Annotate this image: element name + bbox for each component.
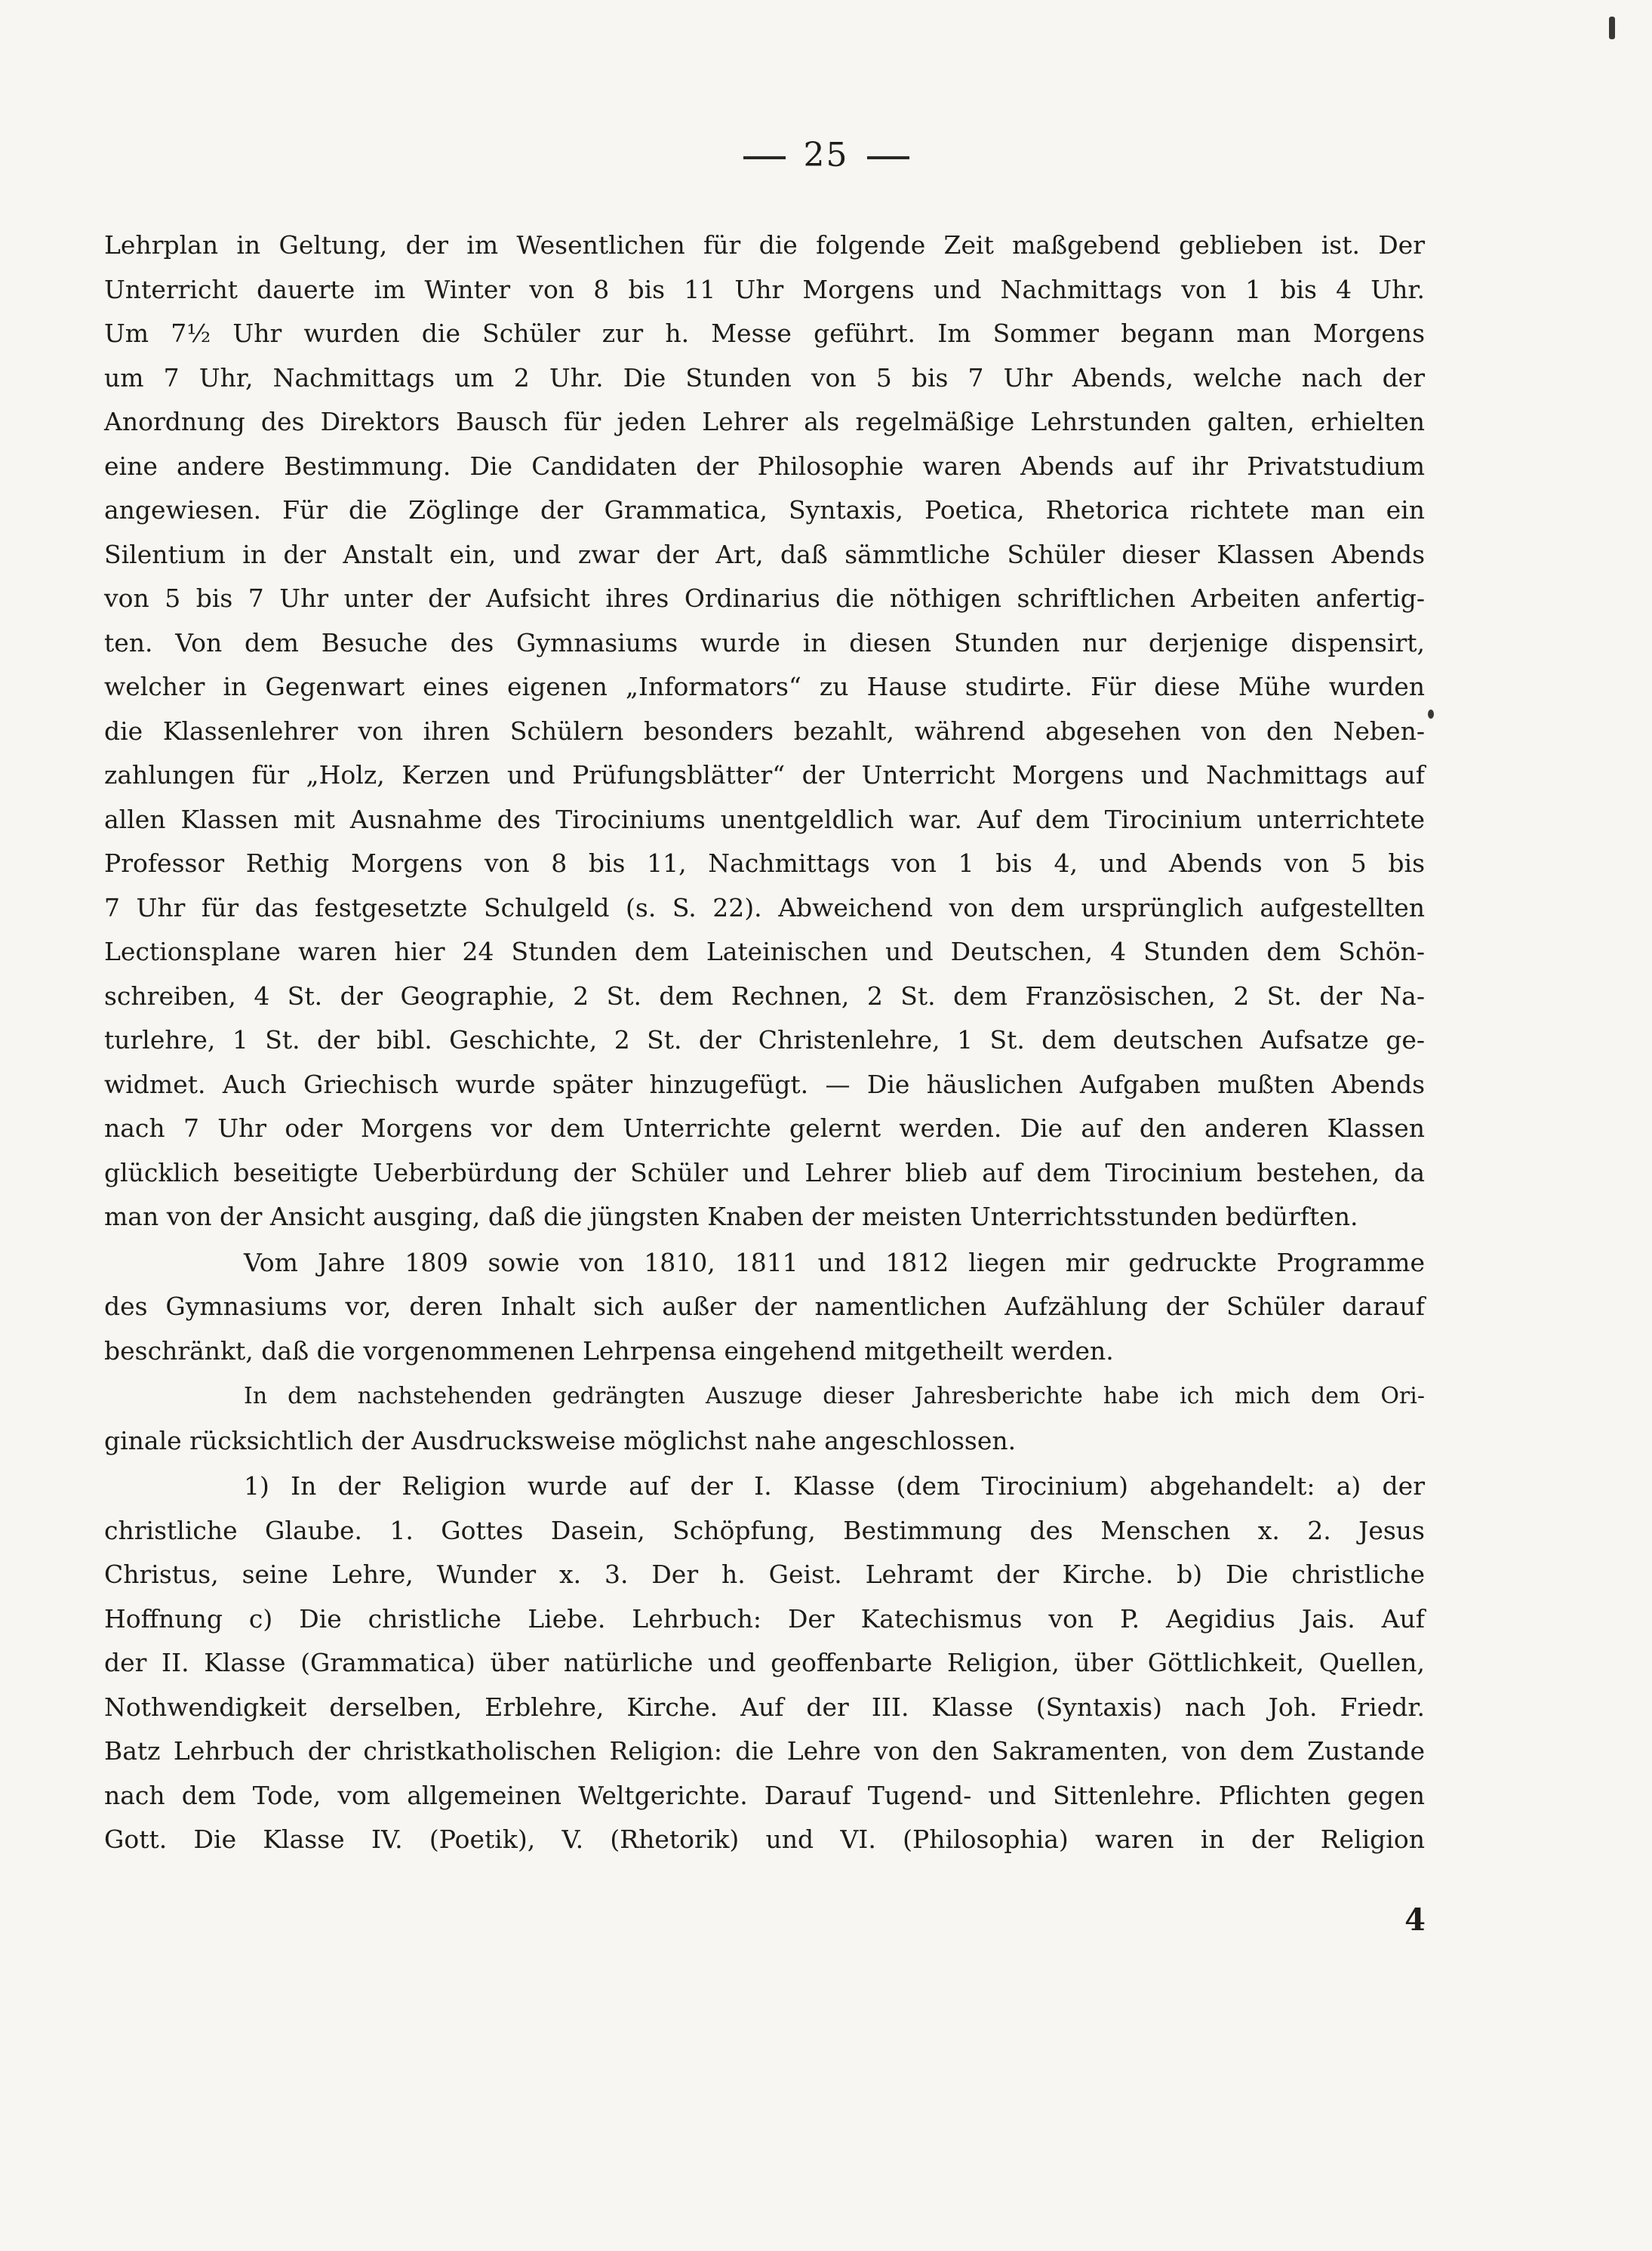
text-line-32: Hoffnung c) Die christliche Liebe. Lehrbuch: Der Katechismus von P. Aegidius Jais. Auf <box>104 1603 1425 1634</box>
text-line-31: Christus, seine Lehre, Wunder x. 3. Der h. Geist. Lehramt der Kirche. b) Die christliche <box>104 1560 1425 1589</box>
text-line-27: In dem nachstehenden gedrängten Auszuge dieser Jahresberichte habe ich mich dem Ori- <box>244 1383 1425 1409</box>
text-line-10: ten. Von dem Besuche des Gymnasiums wurde in diesen Stunden nur derjenige dispensirt, <box>104 627 1425 657</box>
text-line-2: Unterricht dauerte im Winter von 8 bis 11 Uhr Morgens und Nachmittags von 1 bis 4 Uhr. <box>104 274 1425 304</box>
text-line-34: Nothwendigkeit derselben, Erblehre, Kirche. Auf der III. Klasse (Syntaxis) nach Joh. Friedr. <box>104 1692 1425 1722</box>
text-line-26: beschränkt, daß die vorgenommenen Lehrpensa eingehend mitgetheilt werden. <box>104 1335 1114 1366</box>
text-line-22: glücklich beseitigte Ueberbürdung der Schüler und Lehrer blieb auf dem Tirocinium bestehen, da <box>104 1157 1425 1187</box>
text-line-17: Lectionsplane waren hier 24 Stunden dem Lateinischen und Deutschen, 4 Stunden dem Schön- <box>104 937 1425 966</box>
text-line-23: man von der Ansicht ausging, daß die jüngsten Knaben der meisten Unterrichtsstunden bedürften. <box>104 1202 1358 1231</box>
text-line-25: des Gymnasiums vor, deren Inhalt sich außer der namentlichen Aufzählung der Schüler darauf <box>104 1292 1425 1321</box>
text-line-33: der II. Klasse (Grammatica) über natürliche und geoffenbarte Religion, über Göttlichkeit, Quellen, <box>104 1648 1425 1677</box>
text-line-35: Batz Lehrbuch der christkatholischen Religion: die Lehre von den Sakramenten, von dem Zustande <box>104 1736 1425 1766</box>
text-line-12: die Klassenlehrer von ihren Schülern besonders bezahlt, während abgesehen von den Neben- <box>104 716 1425 746</box>
text-line-4: um 7 Uhr, Nachmittags um 2 Uhr. Die Stunden von 5 bis 7 Uhr Abends, welche nach der <box>104 362 1425 393</box>
text-line-18: schreiben, 4 St. der Geographie, 2 St. dem Rechnen, 2 St. dem Französischen, 2 St. der Na- <box>104 981 1425 1011</box>
text-line-7: angewiesen. Für die Zöglinge der Grammatica, Syntaxis, Poetica, Rhetorica richtete man ein <box>104 495 1425 525</box>
text-line-37: Gott. Die Klasse IV. (Poetik), V. (Rhetorik) und VI. (Philosophia) waren in der Religion <box>104 1825 1425 1854</box>
signature-mark: 4 <box>1404 1902 1426 1938</box>
text-line-6: eine andere Bestimmung. Die Candidaten der Philosophie waren Abends auf ihr Privatstudium <box>104 451 1425 481</box>
page-number: 25 <box>803 136 849 174</box>
text-line-16: 7 Uhr für das festgesetzte Schulgeld (s. S. 22). Abweichend von dem ursprünglich aufgestellten <box>104 892 1425 922</box>
text-line-15: Professor Rethig Morgens von 8 bis 11, Nachmittags von 1 bis 4, und Abends von 5 bis <box>104 848 1425 878</box>
text-line-3: Um 7½ Uhr wurden die Schüler zur h. Messe geführt. Im Sommer begann man Morgens <box>104 319 1425 348</box>
ink-speck <box>1428 710 1434 719</box>
text-line-19: turlehre, 1 St. der bibl. Geschichte, 2 St. der Christenlehre, 1 St. dem deutschen Aufsatze ge- <box>104 1025 1425 1055</box>
running-head <box>0 136 1652 174</box>
body-text <box>104 223 1425 1862</box>
ink-speck <box>1609 17 1615 39</box>
text-line-13: zahlungen für „Holz, Kerzen und Prüfungsblätter“ der Unterricht Morgens und Nachmittags auf <box>104 760 1425 790</box>
text-line-5: Anordnung des Direktors Bausch für jeden Lehrer als regelmäßige Lehrstunden galten, erhielten <box>104 407 1425 436</box>
text-line-21: nach 7 Uhr oder Morgens vor dem Unterrichte gelernt werden. Die auf den anderen Klassen <box>104 1113 1425 1143</box>
text-line-20: widmet. Auch Griechisch wurde später hinzugefügt. — Die häuslichen Aufgaben mußten Abends <box>104 1069 1425 1099</box>
text-line-28: ginale rücksichtlich der Ausdrucksweise möglichst nahe angeschlossen. <box>104 1425 1017 1455</box>
text-line-30: christliche Glaube. 1. Gottes Dasein, Schöpfung, Bestimmung des Menschen x. 2. Jesus <box>104 1515 1425 1545</box>
text-line-36: nach dem Tode, vom allgemeinen Weltgerichte. Darauf Tugend- und Sittenlehre. Pflichten gegen <box>104 1780 1425 1810</box>
text-line-9: von 5 bis 7 Uhr unter der Aufsicht ihres Ordinarius die nöthigen schriftlichen Arbeiten anfertig- <box>104 584 1425 613</box>
text-line-29: 1) In der Religion wurde auf der I. Klasse (dem Tirocinium) abgehandelt: a) der <box>244 1471 1425 1501</box>
text-line-24: Vom Jahre 1809 sowie von 1810, 1811 und 1812 liegen mir gedruckte Programme <box>244 1247 1425 1277</box>
text-line-1: Lehrplan in Geltung, der im Wesentlichen für die folgende Zeit maßgebend geblieben ist. Der <box>104 230 1425 260</box>
right-dash <box>867 156 909 159</box>
text-line-14: allen Klassen mit Ausnahme des Tirociniums unentgeldlich war. Auf dem Tirocinium unterrichtete <box>104 804 1425 834</box>
left-dash <box>743 156 786 159</box>
text-line-11: welcher in Gegenwart eines eigenen „Informators“ zu Hause studirte. Für diese Mühe wurden <box>104 672 1425 701</box>
text-line-8: Silentium in der Anstalt ein, und zwar der Art, daß sämmtliche Schüler dieser Klassen Abends <box>104 539 1425 569</box>
